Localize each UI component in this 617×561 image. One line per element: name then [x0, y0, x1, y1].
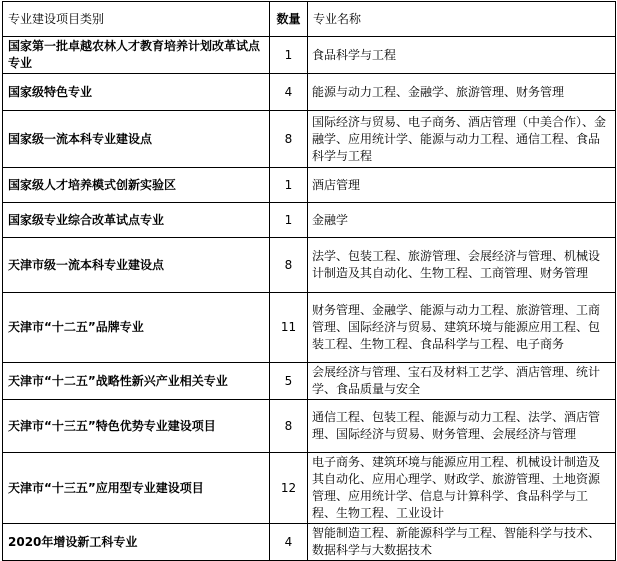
category-cell: 天津市“十三五”应用型专业建设项目 [3, 453, 270, 524]
majors-cell: 智能制造工程、新能源科学与工程、智能科学与技术、数据科学与大数据技术 [308, 524, 616, 561]
category-cell: 天津市“十二五”品牌专业 [3, 293, 270, 363]
header-category: 专业建设项目类别 [3, 2, 270, 37]
majors-cell: 能源与动力工程、金融学、旅游管理、财务管理 [308, 74, 616, 111]
table-row [3, 524, 616, 561]
count-cell: 5 [270, 363, 308, 400]
count-cell: 11 [270, 293, 308, 363]
majors-cell: 电子商务、建筑环境与能源应用工程、机械设计制造及其自动化、应用心理学、财政学、旅游管理、土地资源管理、应用统计学、信息与计算科学、食品科学与工程、生物工程、工业设计 [308, 453, 616, 524]
category-cell: 天津市“十二五”战略性新兴产业相关专业 [3, 363, 270, 400]
count-cell: 1 [270, 203, 308, 238]
count-cell: 1 [270, 168, 308, 203]
header-count: 数量 [270, 2, 308, 37]
majors-cell: 财务管理、金融学、能源与动力工程、旅游管理、工商管理、国际经济与贸易、建筑环境与能源应用工程、包装工程、生物工程、食品科学与工程、电子商务 [308, 293, 616, 363]
category-cell: 天津市“十三五”特色优势专业建设项目 [3, 400, 270, 453]
majors-cell: 会展经济与管理、宝石及材料工艺学、酒店管理、统计学、食品质量与安全 [308, 363, 616, 400]
table-row [3, 238, 616, 293]
majors-cell: 食品科学与工程 [308, 37, 616, 74]
table-row [3, 111, 616, 168]
specialty-table [2, 1, 616, 561]
category-cell: 国家级特色专业 [3, 74, 270, 111]
count-cell: 1 [270, 37, 308, 74]
category-cell: 国家级一流本科专业建设点 [3, 111, 270, 168]
header-majors: 专业名称 [308, 2, 616, 37]
table-row [3, 293, 616, 363]
header-row [3, 2, 616, 37]
table-row [3, 400, 616, 453]
table-row [3, 453, 616, 524]
table-row [3, 203, 616, 238]
majors-cell: 通信工程、包装工程、能源与动力工程、法学、酒店管理、国际经济与贸易、财务管理、会展经济与管理 [308, 400, 616, 453]
count-cell: 4 [270, 524, 308, 561]
category-cell: 国家级专业综合改革试点专业 [3, 203, 270, 238]
table-row [3, 363, 616, 400]
count-cell: 8 [270, 238, 308, 293]
count-cell: 4 [270, 74, 308, 111]
category-cell: 2020年增设新工科专业 [3, 524, 270, 561]
table-row [3, 74, 616, 111]
count-cell: 8 [270, 400, 308, 453]
count-cell: 12 [270, 453, 308, 524]
category-cell: 国家级人才培养模式创新实验区 [3, 168, 270, 203]
category-cell: 国家第一批卓越农林人才教育培养计划改革试点专业 [3, 37, 270, 74]
majors-cell: 酒店管理 [308, 168, 616, 203]
count-cell: 8 [270, 111, 308, 168]
table-row [3, 37, 616, 74]
category-cell: 天津市级一流本科专业建设点 [3, 238, 270, 293]
table-row [3, 168, 616, 203]
majors-cell: 国际经济与贸易、电子商务、酒店管理（中美合作）、金融学、应用统计学、能源与动力工程、通信工程、食品科学与工程 [308, 111, 616, 168]
majors-cell: 法学、包装工程、旅游管理、会展经济与管理、机械设计制造及其自动化、生物工程、工商管理、财务管理 [308, 238, 616, 293]
majors-cell: 金融学 [308, 203, 616, 238]
